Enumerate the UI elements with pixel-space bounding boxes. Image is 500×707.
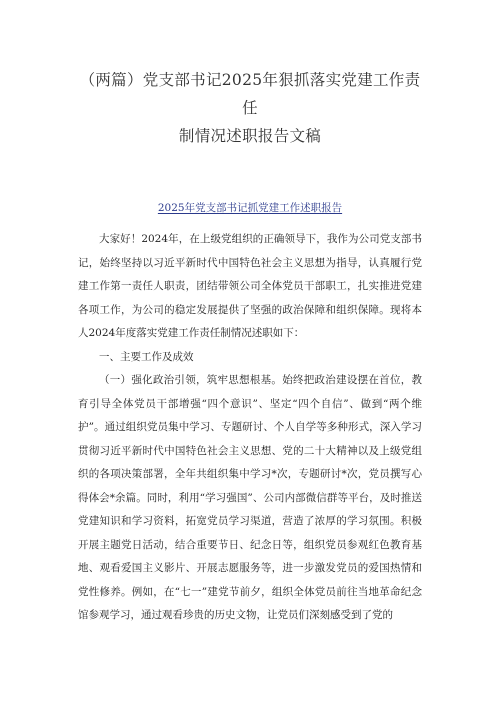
report-subtitle-link[interactable]: 2025年党支部书记抓党建工作述职报告 xyxy=(157,202,343,214)
document-title-line-1: （两篇）党支部书记2025年狠抓落实党建工作责任 xyxy=(79,71,421,117)
intro-paragraph: 大家好！2024年，在上级党组织的正确领导下，我作为公司党支部书记，始终坚持以习近平新时代中国特色社会主义思想为指导，认真履行党建工作第一责任人职责，团结带领公司全体党员干部职工，扎实推进党建各项工作，为公司的稳定发展提供了坚强的政治保障和组织保障。现将本人2024年度落实党建工作责任制情况述职如下： xyxy=(78,233,422,339)
document-title xyxy=(78,66,422,150)
body-paragraph-political-guidance: （一）强化政治引领，筑牢思想根基。始终把政治建设摆在首位，教育引导全体党员干部增强“四个意识”、坚定“四个自信”、做到“两个维护”。通过组织党员集中学习、专题研讨、个人自学等多种形式，深入学习贯彻习近平新时代中国特色社会主义思想、党的二十大精神以及上级党组织的各项决策部署，全年共组织集中学习*次，专题研讨*次，党员撰写心得体会*余篇。同时，利用“学习强国”、公司内部微信群等平台，及时推送党建知识和学习资料，拓宽党员学习渠道，营造了浓厚的学习氛围。积极开展主题党日活动，结合重要节日、纪念日等，组织党员参观红色教育基地、观看爱国主义影片、开展志愿服务等，进一步激发党员的爱国热情和党性修养。例如，在“七一”建党节前夕，组织全体党员前往当地革命纪念馆参观学习，通过观看珍贵的历史文物，让党员们深刻感受到了党的 xyxy=(78,374,422,621)
section-heading-main-work: 一、主要工作及成效 xyxy=(99,350,194,363)
document-title-line-2: 制情况述职报告文稿 xyxy=(178,127,322,145)
